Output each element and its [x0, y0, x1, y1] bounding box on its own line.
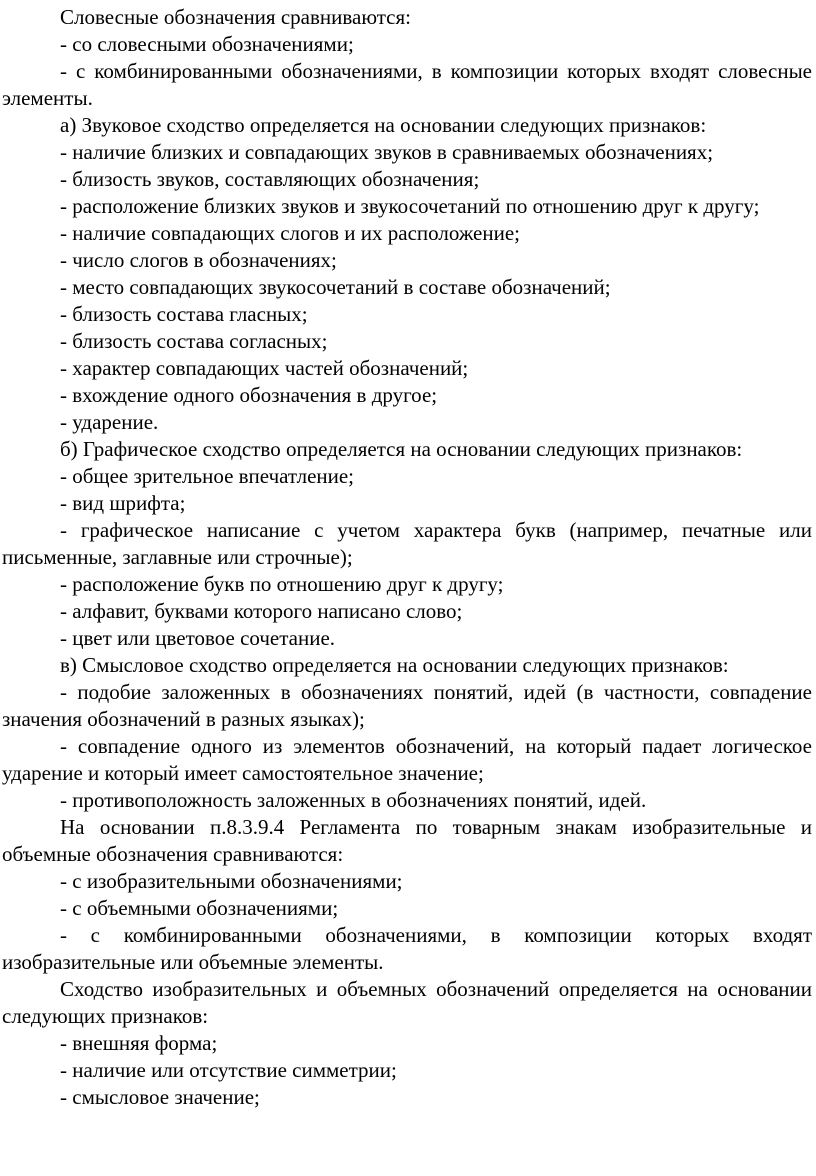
paragraph-6: - близость звуков, составляющих обозначения; — [60, 167, 480, 191]
paragraph-14: - вхождение одного обозначения в другое; — [60, 383, 438, 407]
paragraph-23: в) Смысловое сходство определяется на основании следующих признаков: — [60, 653, 729, 677]
paragraph-24: - подобие заложенных в обозначениях понятий, идей (в частности, совпадение значения обозначений в разных языках); — [2, 680, 812, 731]
paragraph-21: - алфавит, буквами которого написано слово; — [60, 599, 463, 623]
paragraph-26: - противоположность заложенных в обозначениях понятий, идей. — [60, 788, 647, 812]
paragraph-29: - с объемными обозначениями; — [60, 896, 339, 920]
paragraph-10: - место совпадающих звукосочетаний в составе обозначений; — [60, 275, 611, 299]
paragraph-25: - совпадение одного из элементов обозначений, на который падает логическое ударение и который имеет самостоятельное значение; — [2, 734, 812, 785]
paragraph-27: На основании п.8.3.9.4 Регламента по товарным знакам изобразительные и объемные обозначения сравниваются: — [2, 815, 812, 866]
paragraph-9: - число слогов в обозначениях; — [60, 248, 337, 272]
paragraph-16: б) Графическое сходство определяется на основании следующих признаков: — [60, 437, 743, 461]
paragraph-2: - со словесными обозначениями; — [60, 32, 354, 56]
paragraph-30: - с комбинированными обозначениями, в композиции которых входят изобразительные или объемные элементы. — [2, 923, 812, 974]
paragraph-13: - характер совпадающих частей обозначений; — [60, 356, 469, 380]
paragraph-19: - графическое написание с учетом характера букв (например, печатные или письменные, заглавные или строчные); — [2, 518, 812, 569]
paragraph-4: а) Звуковое сходство определяется на основании следующих признаков: — [60, 113, 707, 137]
paragraph-1: Словесные обозначения сравниваются: — [60, 5, 411, 29]
paragraph-31: Сходство изобразительных и объемных обозначений определяется на основании следующих признаков: — [2, 977, 812, 1028]
paragraph-28: - с изобразительными обозначениями; — [60, 869, 403, 893]
paragraph-3: - с комбинированными обозначениями, в композиции которых входят словесные элементы. — [2, 59, 812, 110]
paragraph-32: - внешняя форма; — [60, 1031, 218, 1055]
paragraph-7: - расположение близких звуков и звукосочетаний по отношению друг к другу; — [60, 194, 760, 218]
paragraph-22: - цвет или цветовое сочетание. — [60, 626, 336, 650]
paragraph-11: - близость состава гласных; — [60, 302, 308, 326]
paragraph-17: - общее зрительное впечатление; — [60, 464, 355, 488]
paragraph-12: - близость состава согласных; — [60, 329, 328, 353]
paragraph-34: - смысловое значение; — [60, 1085, 260, 1109]
paragraph-8: - наличие совпадающих слогов и их расположение; — [60, 221, 521, 245]
paragraph-20: - расположение букв по отношению друг к другу; — [60, 572, 504, 596]
paragraph-5: - наличие близких и совпадающих звуков в сравниваемых обозначениях; — [60, 140, 714, 164]
paragraph-15: - ударение. — [60, 410, 159, 434]
paragraph-18: - вид шрифта; — [60, 491, 186, 515]
paragraph-33: - наличие или отсутствие симметрии; — [60, 1058, 397, 1082]
